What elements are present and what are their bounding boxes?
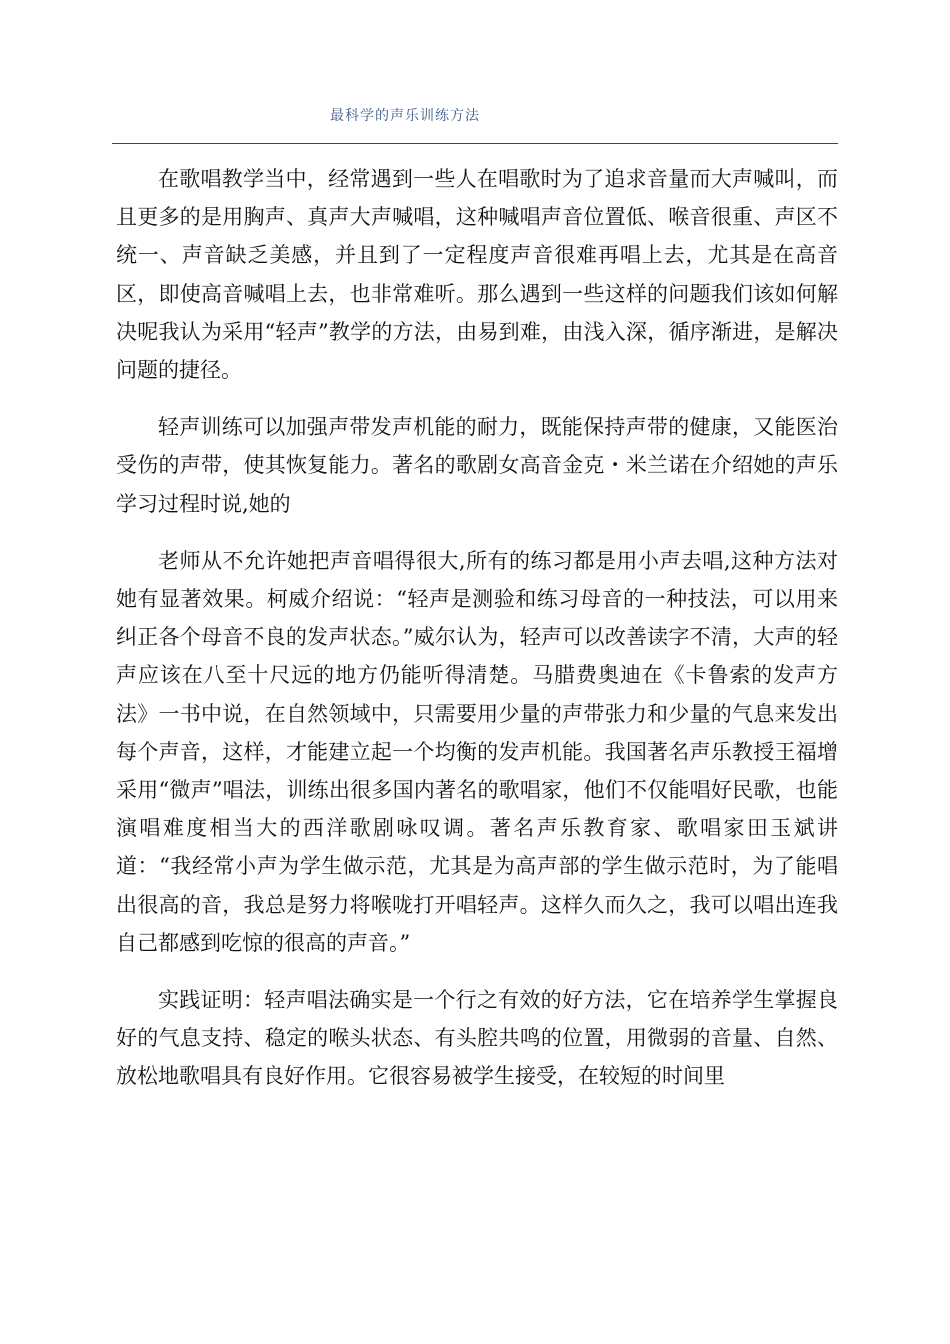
header-title: 最科学的声乐训练方法 (330, 108, 480, 124)
paragraph-3: 老师从不允许她把声音唱得很大,所有的练习都是用小声去唱,这种方法对她有显著效果。柯威介绍说：“轻声是测验和练习母音的一种技法，可以用来纠正各个母音不良的发声状态。”威尔认为，轻声可以改善读字不清，大声的轻声应该在八至十尺远的地方仍能听得清楚。马腊费奥迪在《卡鲁索的发声方法》一书中说，在自然领域中，只需要用少量的声带张力和少量的气息来发出每个声音，这样，才能建立起一个均衡的发声机能。我国著名声乐教授王福增采用“微声”唱法，训练出很多国内著名的歌唱家，他们不仅能唱好民歌，也能演唱难度相当大的西洋歌剧咏叹调。著名声乐教育家、歌唱家田玉斌讲道：“我经常小声为学生做示范，尤其是为高声部的学生做示范时，为了能唱出很高的音，我总是努力将喉咙打开唱轻声。这样久而久之，我可以唱出连我自己都感到吃惊的很高的声音。” (116, 548, 838, 955)
page-header (112, 100, 838, 144)
paragraph-2: 轻声训练可以加强声带发声机能的耐力，既能保持声带的健康，又能医治受伤的声带，使其恢复能力。著名的歌剧女高音金克・米兰诺在介绍她的声乐学习过程时说,她的 (116, 415, 838, 516)
paragraph-1: 在歌唱教学当中，经常遇到一些人在唱歌时为了追求音量而大声喊叫，而且更多的是用胸声、真声大声喊唱，这种喊唱声音位置低、喉音很重、声区不统一、声音缺乏美感，并且到了一定程度声音很难再唱上去，尤其是在高音区，即使高音喊唱上去，也非常难听。那么遇到一些这样的问题我们该如何解决呢我认为采用“轻声”教学的方法，由易到难，由浅入深，循序渐进，是解决问题的捷径。 (116, 167, 838, 383)
document-body (116, 160, 838, 1096)
paragraph-4: 实践证明：轻声唱法确实是一个行之有效的好方法，它在培养学生掌握良好的气息支持、稳定的喉头状态、有头腔共鸣的位置，用微弱的音量、自然、放松地歌唱具有良好作用。它很容易被学生接受，在较短的时间里 (116, 988, 838, 1089)
